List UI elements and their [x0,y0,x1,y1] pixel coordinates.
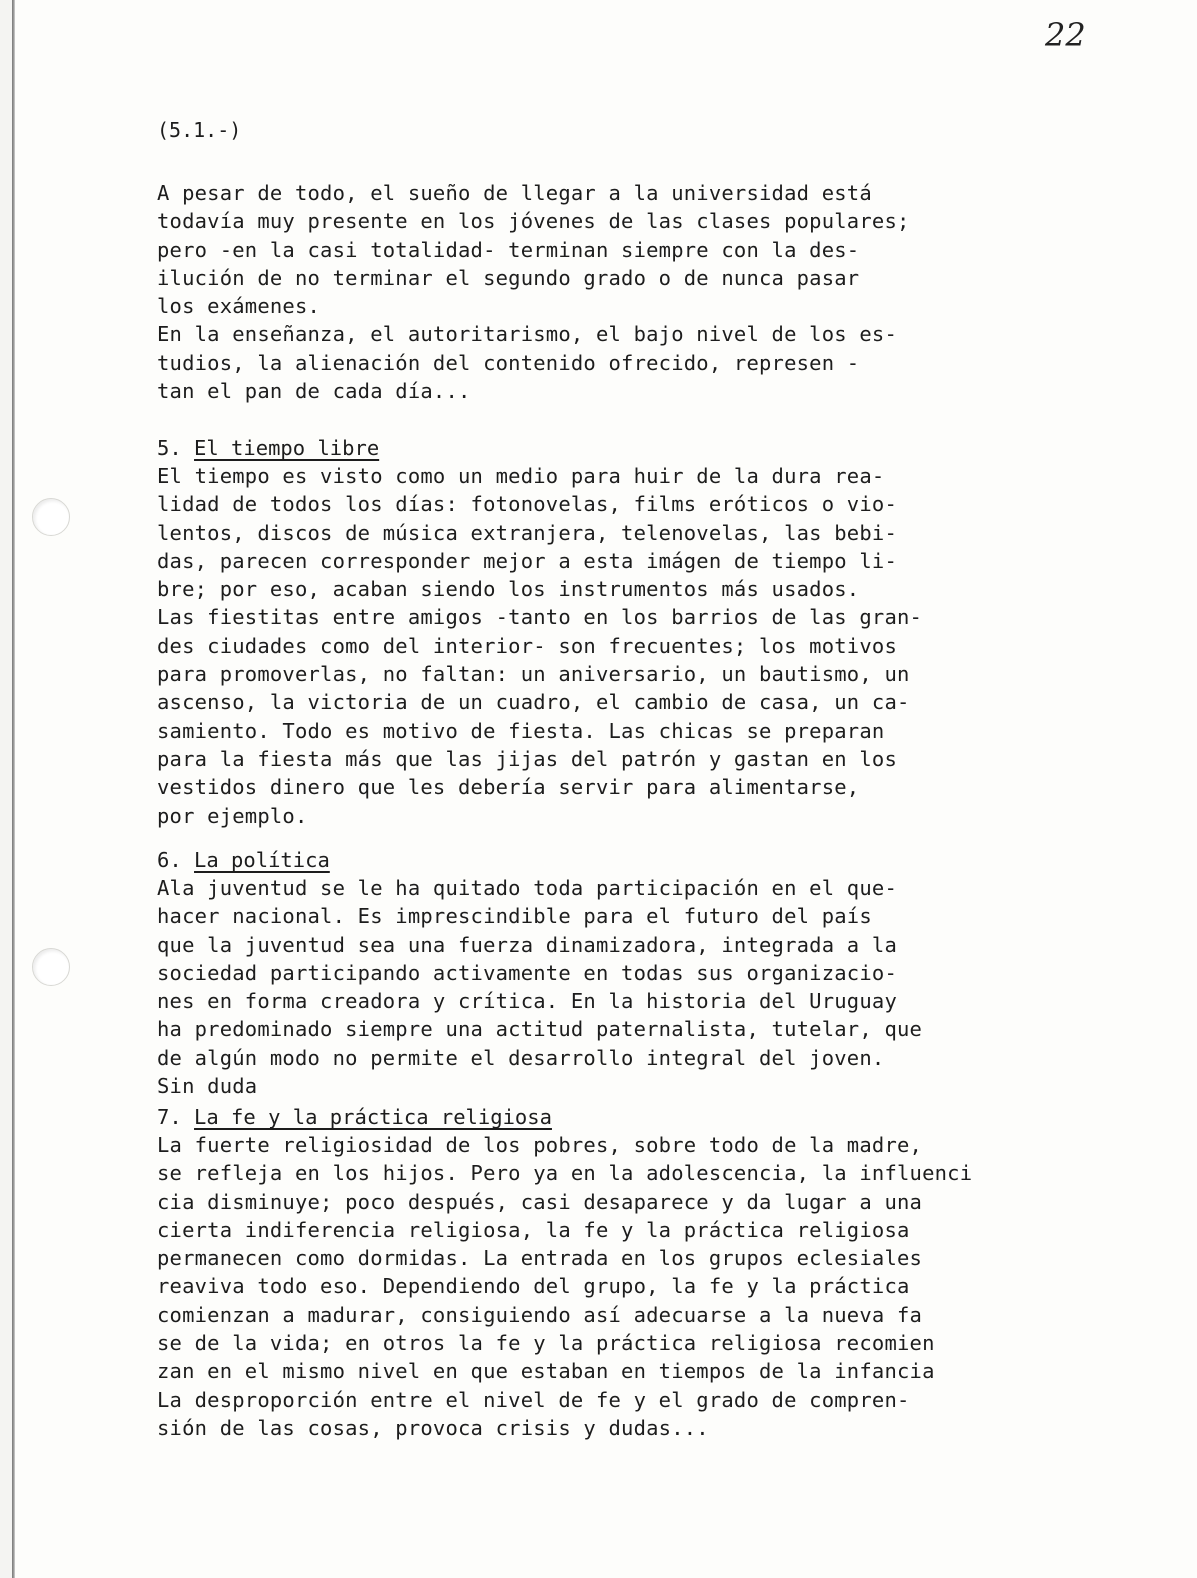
text-line: nes en forma creadora y crítica. En la historia del Uruguay [157,989,897,1014]
section-number: 5. [157,436,182,460]
text-line: de algún modo no permite el desarrollo integral del joven. [157,1045,885,1070]
text-line: los exámenes. [157,294,321,319]
text-line: A pesar de todo, el sueño de llegar a la universidad está [157,181,872,205]
text-line: tan el pan de cada día... [157,379,471,404]
text-line: La fuerte religiosidad de los pobres, sobre todo de la madre, [157,1133,923,1157]
text-line: des ciudades como del interior- son frecuentes; los motivos [157,633,897,658]
text-line: comienzan a madurar, consiguiendo así adecuarse a la nueva fa [157,1302,923,1327]
text-line: sociedad participando activamente en todas sus organizacio- [157,960,897,985]
section-title: La fe y la práctica religiosa [194,1105,552,1129]
text-line: permanecen como dormidas. La entrada en los grupos eclesiales [157,1246,923,1271]
intro-paragraph [157,179,1107,405]
section-fe-practica-religiosa [157,1103,1107,1442]
punch-hole [32,948,70,986]
punch-hole [32,498,70,536]
page-number: 22 [1045,16,1086,54]
text-line: para promoverlas, no faltan: un aniversario, un bautismo, un [157,662,910,687]
text-line: La desproporción entre el nivel de fe y el grado de compren- [157,1387,910,1412]
section-title: El tiempo libre [194,436,380,460]
text-line: lentos, discos de música extranjera, telenovelas, las bebi- [157,520,897,545]
text-line: das, parecen corresponder mejor a esta imágen de tiempo li- [157,548,897,573]
text-line: ha predominado siempre una actitud paternalista, tutelar, que [157,1017,923,1042]
text-line: reaviva todo eso. Dependiendo del grupo, la fe y la práctica [157,1274,910,1299]
section-tiempo-libre [157,434,1107,830]
text-line: vestidos dinero que les debería servir para alimentarse, [157,775,860,800]
text-line: por ejemplo. [157,803,308,828]
text-line: todavía muy presente en los jóvenes de las clases populares; [157,209,910,234]
text-line: cia disminuye; poco después, casi desaparece y da lugar a una [157,1189,923,1214]
text-line: hacer nacional. Es imprescindible para el futuro del país [157,904,872,929]
text-line: sión de las cosas, provoca crisis y dudas... [157,1415,709,1440]
text-line: pero -en la casi totalidad- terminan siempre con la des- [157,237,860,262]
text-line: Ala juventud se le ha quitado toda participación en el que- [157,876,897,900]
section-title: La política [194,848,330,872]
page-edge-shadow [0,0,12,1578]
text-line: se refleja en los hijos. Pero ya en la adolescencia, la influenci [157,1161,973,1186]
text-line: para la fiesta más que las jijas del patrón y gastan en los [157,746,897,771]
text-line: El tiempo es visto como un medio para huir de la dura rea- [157,464,885,488]
section-politica [157,846,1107,1100]
section-number: 7. [157,1105,182,1129]
text-line: ascenso, la victoria de un cuadro, el cambio de casa, un ca- [157,690,910,715]
text-line: se de la vida; en otros la fe y la práctica religiosa recomien [157,1331,935,1356]
section-heading [157,434,1107,462]
text-line: lidad de todos los días: fotonovelas, films eróticos o vio- [157,492,897,517]
section-heading [157,1103,1107,1131]
section-number: 6. [157,848,182,872]
text-line: que la juventud sea una fuerza dinamizadora, integrada a la [157,932,897,957]
text-line: Las fiestitas entre amigos -tanto en los barrios de las gran- [157,605,923,630]
text-line: ilución de no terminar el segundo grado o de nunca pasar [157,265,860,290]
section-heading [157,846,1107,874]
text-line: bre; por eso, acaban siendo los instrumentos más usados. [157,577,860,602]
text-line: cierta indiferencia religiosa, la fe y la práctica religiosa [157,1217,910,1242]
text-line: En la enseñanza, el autoritarismo, el bajo nivel de los es- [157,322,897,347]
section-reference: (5.1.-) [157,118,242,142]
page-edge-line [12,0,15,1578]
text-line: Sin duda [157,1074,258,1099]
text-line: samiento. Todo es motivo de fiesta. Las chicas se preparan [157,718,885,743]
text-line: zan en el mismo nivel en que estaban en tiempos de la infancia [157,1359,935,1384]
text-line: tudios, la alienación del contenido ofrecido, represen - [157,350,860,375]
